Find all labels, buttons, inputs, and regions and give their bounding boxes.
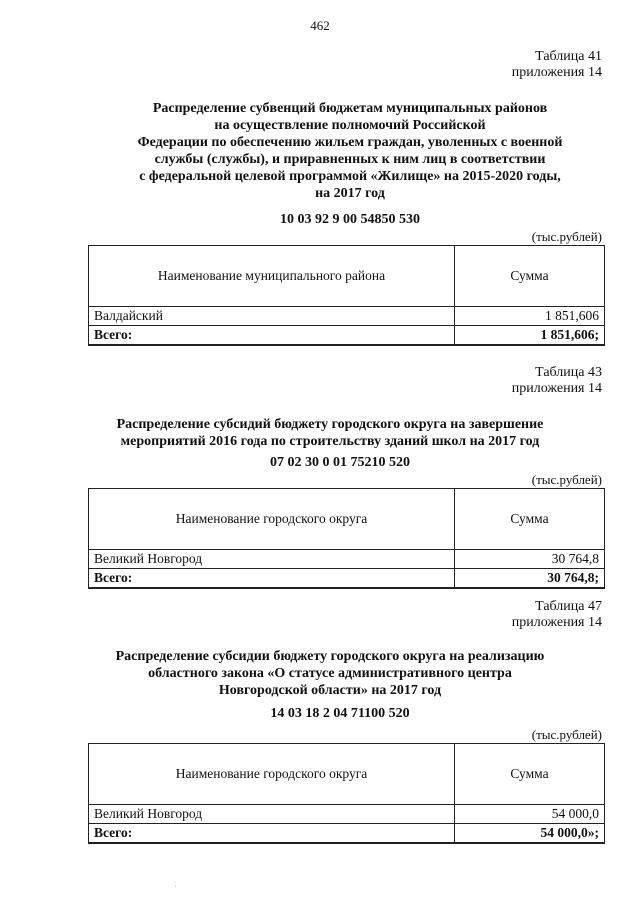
table-label-line: приложения 14: [511, 65, 602, 80]
title-line: с федеральной целевой программой «Жилище» на 2015-2020 годы,: [139, 169, 561, 184]
table-label: [512, 365, 602, 397]
column-header-sum: Сумма: [455, 744, 605, 805]
table-row: [89, 550, 605, 569]
title-line: Распределение субсидии бюджету городского округа на реализацию: [115, 649, 545, 664]
data-table: [88, 245, 605, 346]
title-line: на 2017 год: [315, 186, 385, 201]
units-label: (тыс.рублей): [531, 472, 602, 487]
table-row: [89, 805, 605, 824]
column-header-name: Наименование муниципального района: [89, 246, 455, 307]
header-row: [89, 489, 605, 550]
total-label-cell: Всего:: [89, 326, 455, 346]
title-line: мероприятий 2016 года по строительству зданий школ на 2017 год: [120, 434, 540, 449]
column-header-sum: Сумма: [455, 246, 605, 307]
total-sum-cell: 30 764,8;: [455, 569, 605, 589]
row-name-cell: Великий Новгород: [89, 550, 455, 569]
table-label-line: Таблица 47: [535, 599, 602, 614]
row-sum-cell: 54 000,0: [455, 805, 605, 824]
row-sum-cell: 1 851,606: [455, 307, 605, 326]
table-label-line: приложения 14: [511, 381, 602, 396]
title-line: Распределение субвенций бюджетам муниципальных районов: [152, 101, 548, 116]
table-title: [60, 100, 640, 202]
table-title: [40, 416, 620, 450]
total-label-cell: Всего:: [89, 569, 455, 589]
budget-code: 10 03 92 9 00 54850 530: [280, 212, 420, 227]
table-label-line: приложения 14: [511, 615, 602, 630]
budget-code: 14 03 18 2 04 71100 520: [270, 706, 410, 721]
page-number: 462: [310, 18, 330, 33]
data-table: [88, 488, 605, 589]
table-title: [40, 648, 620, 699]
row-sum-cell: 30 764,8: [455, 550, 605, 569]
total-sum-cell: 54 000,0»;: [455, 824, 605, 844]
title-line: Новгородской области» на 2017 год: [218, 683, 442, 698]
total-label-cell: Всего:: [89, 824, 455, 844]
total-row: [89, 569, 605, 589]
header-row: [89, 744, 605, 805]
total-sum-cell: 1 851,606;: [455, 326, 605, 346]
title-line: Распределение субсидий бюджету городского округа на завершение: [116, 417, 544, 432]
table-label-line: Таблица 41: [535, 49, 602, 64]
title-line: на осуществление полномочий Российской: [214, 118, 486, 133]
column-header-name: Наименование городского округа: [89, 489, 455, 550]
total-row: [89, 326, 605, 346]
title-line: Федерации по обеспечению жильем граждан, уволенных с военной: [137, 135, 563, 150]
units-label: (тыс.рублей): [531, 727, 602, 742]
row-name-cell: Валдайский: [89, 307, 455, 326]
data-table: [88, 743, 605, 844]
header-row: [89, 246, 605, 307]
title-line: областного закона «О статусе административного центра: [148, 666, 512, 681]
total-row: [89, 824, 605, 844]
row-name-cell: Великий Новгород: [89, 805, 455, 824]
table-label: [512, 49, 602, 81]
title-line: службы (службы), и приравненных к ним лиц в соответствии: [154, 152, 546, 167]
units-label: (тыс.рублей): [531, 229, 602, 244]
scan-speck: [175, 886, 176, 887]
budget-code: 07 02 30 0 01 75210 520: [270, 455, 410, 470]
table-row: [89, 307, 605, 326]
column-header-sum: Сумма: [455, 489, 605, 550]
column-header-name: Наименование городского округа: [89, 744, 455, 805]
table-label-line: Таблица 43: [535, 365, 602, 380]
table-label: [512, 599, 602, 631]
